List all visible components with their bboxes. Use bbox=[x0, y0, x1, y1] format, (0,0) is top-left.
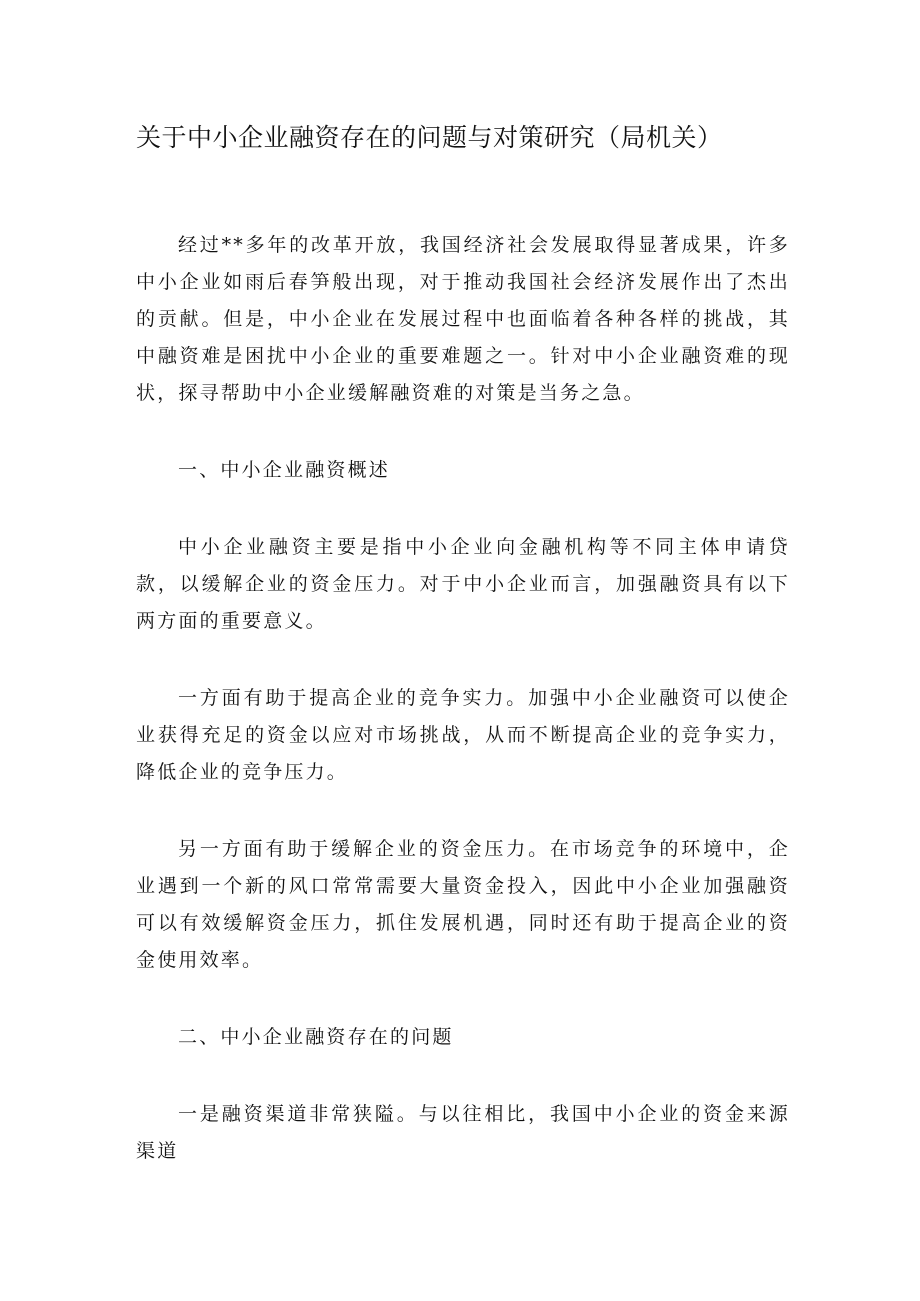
paragraph-intro: 经过**多年的改革开放，我国经济社会发展取得显著成果，许多中小企业如雨后春笋般出现，对于推动我国社会经济发展作出了杰出的贡献。但是，中小企业在发展过程中也面临着各种各样的挑战，其中融资难是困扰中小企业的重要难题之一。针对中小企业融资难的现状，探寻帮助中小企业缓解融资难的对策是当务之急。 bbox=[136, 234, 790, 404]
document-title: 关于中小企业融资存在的问题与对策研究（局机关） bbox=[136, 123, 723, 152]
paragraph-narrow-channels: 一是融资渠道非常狭隘。与以往相比，我国中小企业的资金来源渠道 bbox=[136, 1103, 790, 1162]
paragraph-competitiveness: 一方面有助于提高企业的竞争实力。加强中小企业融资可以使企业获得充足的资金以应对市场挑战，从而不断提高企业的竞争实力，降低企业的竞争压力。 bbox=[136, 687, 790, 783]
document-body bbox=[136, 227, 790, 1170]
section-heading-problems: 二、中小企业融资存在的问题 bbox=[178, 1026, 454, 1048]
section-heading-overview: 一、中小企业融资概述 bbox=[178, 459, 391, 481]
paragraph-capital-pressure: 另一方面有助于缓解企业的资金压力。在市场竞争的环境中，企业遇到一个新的风口常常需要大量资金投入，因此中小企业加强融资可以有效缓解资金压力，抓住发展机遇，同时还有助于提高企业的资金使用效率。 bbox=[136, 838, 790, 971]
paragraph-overview: 中小企业融资主要是指中小企业向金融机构等不同主体申请贷款，以缓解企业的资金压力。对于中小企业而言，加强融资具有以下两方面的重要意义。 bbox=[136, 536, 790, 632]
